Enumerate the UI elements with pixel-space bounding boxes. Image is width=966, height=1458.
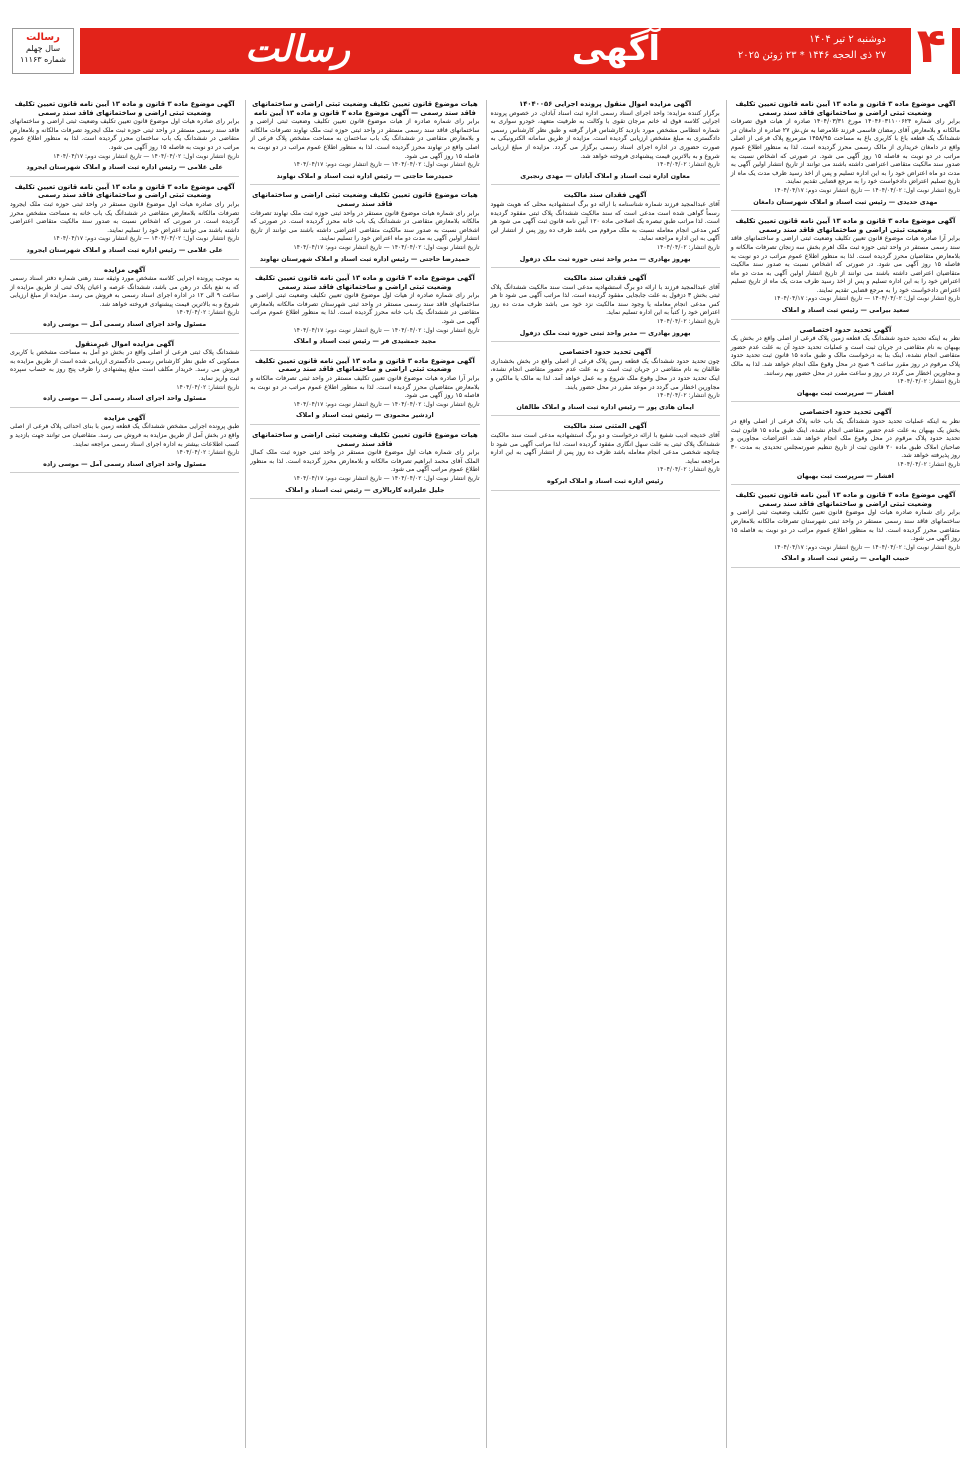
notice-title: آگهی موضوع ماده ۳ قانون و ماده ۱۳ آیین نامه قانون تعیین تکلیف وضعیت ثبتی اراضی و ساختمانهای فاقد سند رسمی xyxy=(735,100,956,117)
legal-notice xyxy=(250,274,479,351)
notice-body: چون تحدید حدود ششدانگ یک قطعه زمین پلاک فرعی از اصلی واقع در بخش بخشداری طالقان به نام متقاضی در جریان ثبت است و به علت عدم حضور متقاضی انجام نشده، اینک تحدید حدود در محل وقوع ملک شروع و به عمل خواهد آمد. لذا به مالک یا مالکین و مجاورین اخطار می گردد در موعد مقرر در محل حضور یابند. xyxy=(490,357,720,391)
mini-logo-line1: سال چهلم xyxy=(25,44,61,53)
date-line-1: دوشنبه ۲ تیر ۱۴۰۴ xyxy=(809,34,886,45)
notice-dates: تاریخ انتشار نوبت اول: ۱۴۰۴/۰۴/۰۲ — تاریخ انتشار نوبت دوم: ۱۴۰۴/۰۴/۱۷ xyxy=(53,235,240,243)
paper-logo: رسالت xyxy=(245,28,350,70)
notice-body: طبق پرونده اجرایی مشخص ششدانگ یک قطعه زمین با بنای احداثی پلاک فرعی از اصلی واقع در بخش آمل از طریق مزایده به فروش می رسد. متقاضیان می توانند جهت بازدید و کسب اطلاعات بیشتر به اداره اجرای اسناد رسمی مراجعه نمایند. xyxy=(10,423,240,448)
legal-notice xyxy=(250,431,479,499)
notice-signature: بهروز بهادری — مدیر واحد ثبتی حوزه ثبت ملک دزفول xyxy=(519,328,691,337)
notice-dates: تاریخ انتشار: ۱۴۰۴/۰۴/۰۲ xyxy=(656,318,720,326)
notice-dates: تاریخ انتشار: ۱۴۰۴/۰۴/۰۲ xyxy=(176,449,240,457)
notice-signature: ایمان هادی پور — رئیس اداره ثبت اسناد و املاک طالقان xyxy=(516,402,694,411)
legal-notice xyxy=(250,357,479,425)
notice-body: نظر به اینکه عملیات تحدید حدود ششدانگ یک باب خانه پلاک فرعی از اصلی واقع در بخش یک بهبهان به علت عدم حضور متقاضی انجام نشده، اینک طبق ماده ۱۵ قانون ثبت تحدید حدود پلاک مرقوم در محل وقوع ملک انجام خواهد شد. اعتراضات مجاورین و صاحبان املاک طبق ماده ۲۰ قانون ثبت از تاریخ تنظیم صورتمجلس تحدیدی به مدت ۳۰ روز پذیرفته خواهد شد. xyxy=(730,418,960,460)
notice-dates: تاریخ انتشار نوبت اول: ۱۴۰۴/۰۴/۰۲ — تاریخ انتشار نوبت دوم: ۱۴۰۴/۰۴/۱۷ xyxy=(293,243,480,251)
notice-signature: معاون اداره ثبت اسناد و املاک آبادان — مهدی رنجبری xyxy=(520,171,690,180)
notice-signature: رئیس اداره ثبت اسناد و املاک ابرکوه xyxy=(546,476,664,485)
legal-notice xyxy=(731,491,960,568)
notice-signature: علی غلامی — رئیس اداره ثبت اسناد و املاک شهرستان ایجرود xyxy=(26,245,223,254)
legal-notice xyxy=(10,340,239,408)
legal-notice xyxy=(731,217,960,320)
notice-signature: مسئول واحد اجرای اسناد رسمی آمل — موسی زاده xyxy=(43,459,207,468)
notice-dates: تاریخ انتشار: ۱۴۰۴/۰۴/۰۲ xyxy=(176,309,240,317)
notice-dates: تاریخ انتشار: ۱۴۰۴/۰۴/۰۲ xyxy=(176,383,240,391)
notice-signature: علی غلامی — رئیس اداره ثبت اسناد و املاک شهرستان ایجرود xyxy=(26,163,223,172)
notice-body: برابر رای شماره ۱۴۰۴۶۰۳۱۱۰۰۶۲۴ مورخ ۱۴۰۴/۰۳/۳۱ صادره از هیات فوق تصرفات مالکانه و بلامعارض آقای رمضان قاسمی فرزند غلامرضا به ش.ش ۲۷ صادره از دامغان در ششدانگ یک قطعه باغ با کاربری باغ به مساحت ۱۴۵۸/۹۵ مترمربع پلاک فرعی از اصلی واقع در دامغان خریداری از مالک رسمی محرز گردیده است. لذا به منظور اطلاع عموم مراتب در دو نوبت به فاصله ۱۵ روز آگهی می شود. در صورتی که اشخاص نسبت به صدور سند مالکیت متقاضی اعتراضی داشته باشند می توانند از تاریخ انتشار اولین آگهی به مدت دو ماه اعتراض خود را به این اداره تسلیم و پس از اخذ رسید ظرف مدت یک ماه از تاریخ تسلیم اعتراض دادخواست خود را به مرجع قضایی تقدیم نمایند. xyxy=(730,118,960,186)
notice-body: نظر به اینکه تحدید حدود ششدانگ یک قطعه زمین پلاک فرعی از اصلی واقع در بخش یک بهبهان به نام متقاضی در جریان ثبت است و عملیات تحدید حدود آن به علت عدم حضور متقاضی انجام نشده، اینک بنا به درخواست مالک و طبق ماده ۱۵ قانون ثبت تحدید حدود پلاک مرقوم در روز مقرر ساعت ۹ صبح در محل وقوع ملک انجام خواهد شد. لذا به مالک و مجاورین اخطار می گردد در روز و ساعت مقرر در محل حضور بهم رسانند. xyxy=(730,335,960,377)
notice-body: برابر رای شماره صادره هیات اول موضوع قانون تعیین تکلیف وضعیت ثبتی اراضی و ساختمانهای فاقد سند رسمی مستقر در واحد ثبتی شهرستان تصرفات مالکانه بلامعارض متقاضی محرز گردیده است. لذا به منظور اطلاع عموم مراتب در دو نوبت به فاصله ۱۵ روز آگهی می شود. xyxy=(730,509,960,543)
notice-dates: تاریخ انتشار: ۱۴۰۴/۰۴/۰۲ xyxy=(656,243,720,251)
notice-title: آگهی موضوع ماده ۳ قانون و ماده ۱۳ آیین نامه قانون تعیین تکلیف وضعیت ثبتی اراضی و ساختمانهای فاقد سند رسمی xyxy=(14,100,235,117)
notice-dates: تاریخ انتشار: ۱۴۰۴/۰۴/۰۲ xyxy=(656,392,720,400)
notice-title: هیات موضوع قانون تعیین تکلیف وضعیت ثبتی اراضی و ساختمانهای فاقد سند رسمی xyxy=(252,431,478,448)
notice-signature: مهدی حدیدی — رئیس ثبت اسناد و املاک شهرستان دامغان xyxy=(753,197,938,206)
date-line-2: ۲۷ ذی الحجه ۱۴۴۶ * ۲۳ ژوئن ۲۰۲۵ xyxy=(737,50,886,61)
notice-title: آگهی موضوع ماده ۳ قانون و ماده ۱۳ آیین نامه قانون تعیین تکلیف وضعیت ثبتی اراضی و ساختمانهای فاقد سند رسمی xyxy=(254,274,475,291)
notice-title: آگهی تحدید حدود اختصاصی xyxy=(799,325,892,334)
mini-logo-line2: شماره ۱۱۱۶۳ xyxy=(20,55,66,64)
notice-title: آگهی موضوع ماده ۳ قانون و ماده ۱۳ آیین نامه قانون تعیین تکلیف وضعیت ثبتی اراضی و ساختمانهای فاقد سند رسمی xyxy=(254,356,475,374)
ad-columns xyxy=(6,100,960,1448)
legal-notice xyxy=(491,422,720,490)
notice-body: ششدانگ پلاک ثبتی فرعی از اصلی واقع در بخش دو آمل به مساحت مشخص با کاربری مسکونی که طبق نظر کارشناس رسمی دادگستری ارزیابی شده است از طریق مزایده به فروش می رسد. خریدار مکلف است مبلغ پیشنهادی را ظرف پنج روز به حساب سپرده ثبت واریز نماید. xyxy=(10,349,240,383)
notice-signature: سعید بیرامی — رئیس ثبت اسناد و املاک xyxy=(781,306,910,315)
legal-notice xyxy=(491,274,720,342)
notice-title: هیات موضوع قانون تعیین تکلیف وضعیت ثبتی اراضی و ساختمانهای فاقد سند رسمی xyxy=(252,191,478,208)
notice-body: آقای عبدالمجید فرزند شماره شناسنامه با ارائه دو برگ استشهادیه محلی که هویت شهود رسماً گواهی شده است مدعی است که سند مالکیت ششدانگ پلاک ثبتی مفقود گردیده است. لذا مراتب طبق تبصره یک اصلاحی ماده ۱۲۰ آیین نامه قانون ثبت آگهی می شود هر کس مدعی انجام معامله نسبت به ملک مرقوم می باشد ظرف ده روز پس از انتشار این آگهی به این اداره مراجعه نماید. xyxy=(490,200,720,243)
notice-signature: بهروز بهادری — مدیر واحد ثبتی حوزه ثبت ملک دزفول xyxy=(519,254,691,263)
notice-title: آگهی المثنی سند مالکیت xyxy=(563,422,647,431)
notice-body: برابر آرا صادره هیات موضوع قانون تعیین تکلیف وضعیت ثبتی اراضی و ساختمانهای فاقد سند رسمی مستقر در واحد ثبتی حوزه ثبت ملک اهرم بخش سه زنجان تصرفات مالکانه و بلامعارض متقاضیان محرز گردیده است. لذا به منظور اطلاع عموم مراتب در دو نوبت به فاصله ۱۵ روز آگهی می شود. در صورتی که اشخاص نسبت به صدور سند مالکیت متقاضیان اعتراضی داشته باشند می توانند از تاریخ انتشار اولین آگهی به مدت دو ماه اعتراض خود را به این اداره تسلیم و پس از اخذ رسید ظرف مدت یک ماه از تاریخ تسلیم اعتراض دادخواست خود را به مرجع قضایی تقدیم نمایند. xyxy=(730,235,960,294)
notice-title: آگهی تحدید حدود اختصاصی xyxy=(559,348,652,357)
notice-dates: تاریخ انتشار: ۱۴۰۴/۰۴/۰۲ xyxy=(656,466,720,474)
legal-notice xyxy=(10,266,239,334)
notice-body: برابر رای شماره صادره از هیات اول موضوع قانون تعیین تکلیف وضعیت ثبتی اراضی و ساختمانهای فاقد سند رسمی مستقر در واحد ثبتی شهرستان تصرفات مالکانه بلامعارض متقاضی در ششدانگ یک باب خانه محرز گردیده است. لذا به منظور اطلاع عموم مراتب آگهی می شود. xyxy=(250,292,480,326)
legal-notice xyxy=(491,100,720,185)
notice-body: برابر رای شماره صادره از هیات موضوع قانون تعیین تکلیف وضعیت ثبتی اراضی و ساختمانهای فاقد سند رسمی مستقر در واحد ثبتی حوزه ثبت ملک نهاوند تصرفات مالکانه و بلامعارض متقاضی در ششدانگ یک باب ساختمان به مساحت مشخص پلاک فرعی از اصلی واقع در نهاوند محرز گردیده است. لذا به منظور اطلاع عموم مراتب در دو نوبت به فاصله ۱۵ روز آگهی می شود. xyxy=(250,118,480,160)
notice-title: هیات موضوع قانون تعیین تکلیف وضعیت ثبتی اراضی و ساختمانهای فاقد سند رسمی — آگهی موضوع ماده ۳ قانون و ماده ۱۳ آیین نامه xyxy=(252,100,478,117)
notice-dates: تاریخ انتشار نوبت اول: ۱۴۰۴/۰۴/۰۲ — تاریخ انتشار نوبت دوم: ۱۴۰۴/۰۴/۱۷ xyxy=(53,152,240,160)
notice-signature: اردشیر محمودی — رئیس ثبت اسناد و املاک xyxy=(296,411,434,420)
notice-dates: تاریخ انتشار نوبت اول: ۱۴۰۴/۰۴/۰۲ — تاریخ انتشار نوبت دوم: ۱۴۰۴/۰۴/۱۷ xyxy=(293,474,480,482)
legal-notice xyxy=(10,100,239,177)
notice-signature: مجید جمشیدی فر — رئیس ثبت اسناد و املاک xyxy=(293,337,437,346)
notice-title: آگهی موضوع ماده ۳ قانون و ماده ۱۳ آیین نامه قانون تعیین تکلیف وضعیت ثبتی اراضی و ساختمانهای فاقد سند رسمی xyxy=(14,182,235,200)
masthead xyxy=(6,18,960,80)
date-block xyxy=(738,32,886,64)
notice-body: برابر آرا صادره هیات موضوع قانون تعیین تکلیف مستقر در واحد ثبتی تصرفات مالکانه و بلامعارض متقاضیان محرز گردیده است. لذا به منظور اطلاع عموم مراتب در دو نوبت به فاصله ۱۵ روز آگهی می شود. xyxy=(250,375,480,400)
notice-title: آگهی موضوع ماده ۳ قانون و ماده ۱۳ آیین نامه قانون تعیین تکلیف وضعیت ثبتی اراضی و ساختمانهای فاقد سند رسمی xyxy=(735,217,956,234)
legal-notice xyxy=(250,100,479,185)
notice-title: آگهی مزایده xyxy=(103,265,146,274)
ad-column xyxy=(726,100,960,1448)
notice-signature: افشار — سرپرست ثبت بهبهان xyxy=(796,471,894,480)
ad-column xyxy=(245,100,479,1448)
notice-signature: مسئول واحد اجرای اسناد رسمی آمل — موسی زاده xyxy=(43,394,207,403)
notice-dates: تاریخ انتشار نوبت اول: ۱۴۰۴/۰۴/۰۲ — تاریخ انتشار نوبت دوم: ۱۴۰۴/۰۴/۱۷ xyxy=(774,186,960,194)
notice-signature: مسئول واحد اجرای اسناد رسمی آمل — موسی زاده xyxy=(43,320,207,329)
legal-notice xyxy=(731,326,960,403)
notice-body: برابر رای شماره هیات موضوع قانون مستقر در واحد ثبتی حوزه ثبت ملک نهاوند تصرفات مالکانه بلامعارض متقاضی در ششدانگ یک باب خانه محرز گردیده است. در صورتی که اشخاص نسبت به صدور سند مالکیت متقاضی اعتراضی داشته باشند می توانند از تاریخ انتشار اولین آگهی به مدت دو ماه اعتراض خود را تسلیم نمایند. xyxy=(250,209,480,243)
notice-signature: حبیب الهامی — رئیس ثبت اسناد و املاک xyxy=(781,554,910,563)
legal-notice xyxy=(491,191,720,268)
notice-signature: جلیل علیزاده کاربالاری — رئیس ثبت اسناد و املاک xyxy=(285,485,445,494)
section-title: آگهی xyxy=(571,29,660,69)
notice-title: آگهی مزایده اموال غیرمنقول xyxy=(75,339,174,348)
notice-dates: تاریخ انتشار: ۱۴۰۴/۰۴/۰۲ xyxy=(897,378,960,386)
notice-body: برگزار کننده مزایده: واحد اجرای اسناد رسمی اداره ثبت اسناد آبادان. در خصوص پرونده اجرایی کلاسه فوق له خانم مرجان تقوی با وکالت به طرفیت متعهد، خودرو سواری به شماره انتظامی مشخص مورد بازدید کارشناس قرار گرفته و طبق نظر کارشناس رسمی دادگستری به مبلغ مشخص ارزیابی گردیده است. مزایده از طریق سامانه الکترونیکی به صورت حضوری در اداره اجرای اسناد رسمی برگزار می گردد. مزایده از مبلغ ارزیابی شروع و به بالاترین قیمت پیشنهادی فروخته خواهد شد. xyxy=(490,109,720,160)
notice-body: برابر رای شماره هیات اول موضوع قانون مستقر در واحد ثبتی حوزه ثبت ملک کمال الملک آقای محمد ابراهیم تصرفات مالکانه و بلامعارض محرز گردیده است. لذا به منظور اطلاع عموم مراتب آگهی می شود. xyxy=(250,449,480,474)
mini-logo-box xyxy=(12,28,74,74)
notice-title: آگهی موضوع ماده ۳ قانون و ماده ۱۳ آیین نامه قانون تعیین تکلیف وضعیت ثبتی اراضی و ساختمانهای فاقد سند رسمی xyxy=(735,491,956,508)
notice-body: به موجب پرونده اجرایی کلاسه مشخص مورد وثیقه سند رهنی شماره دفتر اسناد رسمی که به نفع بانک در رهن می باشد، ششدانگ عرصه و اعیان پلاک ثبتی از طریق مزایده از ساعت ۹ الی ۱۲ در اداره اجرای اسناد رسمی به فروش می رسد. مزایده از مبلغ ارزیابی شروع و به بالاترین قیمت پیشنهادی فروخته خواهد شد. xyxy=(10,275,240,308)
notice-dates: تاریخ انتشار نوبت اول: ۱۴۰۴/۰۴/۰۲ — تاریخ انتشار نوبت دوم: ۱۴۰۴/۰۴/۱۷ xyxy=(774,543,960,551)
legal-notice xyxy=(10,183,239,260)
notice-dates: تاریخ انتشار: ۱۴۰۴/۰۴/۰۲ xyxy=(897,460,960,468)
notice-title: آگهی فقدان سند مالکیت xyxy=(563,191,647,200)
ad-column xyxy=(6,100,239,1448)
notice-title: آگهی فقدان سند مالکیت xyxy=(563,274,647,283)
legal-notice xyxy=(731,100,960,211)
notice-title: آگهی مزایده xyxy=(103,413,146,422)
notice-dates: تاریخ انتشار نوبت اول: ۱۴۰۴/۰۴/۰۲ — تاریخ انتشار نوبت دوم: ۱۴۰۴/۰۴/۱۷ xyxy=(293,400,480,408)
legal-notice xyxy=(10,414,239,474)
notice-body: برابر رای صادره هیات اول موضوع قانون مستقر در واحد ثبتی حوزه ثبت ملک ایجرود تصرفات مالکانه بلامعارض متقاضی در ششدانگ یک باب خانه به مساحت مشخص محرز گردیده است. در صورتی که اشخاص نسبت به صدور سند مالکیت متقاضی اعتراضی داشته باشند می توانند اعتراض خود را تسلیم نمایند. xyxy=(10,200,240,234)
notice-title: آگهی تحدید حدود اختصاصی xyxy=(799,408,892,417)
newspaper-page xyxy=(0,18,966,1458)
notice-title: آگهی مزایده اموال منقول پرونده اجرایی ۱۴۰۴۰۰۵۶ xyxy=(519,100,692,108)
notice-dates: تاریخ انتشار نوبت اول: ۱۴۰۴/۰۴/۰۲ — تاریخ انتشار نوبت دوم: ۱۴۰۴/۰۴/۱۷ xyxy=(293,326,480,334)
legal-notice xyxy=(731,408,960,485)
notice-body: برابر رای صادره هیات اول موضوع قانون تعیین تکلیف وضعیت ثبتی اراضی و ساختمانهای فاقد سند رسمی مستقر در واحد ثبتی حوزه ثبت ملک ایجرود تصرفات مالکانه و بلامعارض متقاضی در ششدانگ یک باب ساختمان محرز گردیده است. لذا به منظور اطلاع عموم مراتب در دو نوبت به فاصله ۱۵ روز آگهی می شود. xyxy=(10,118,240,151)
notice-dates: تاریخ انتشار: ۱۴۰۴/۰۴/۰۲ xyxy=(656,161,720,169)
notice-dates: تاریخ انتشار نوبت اول: ۱۴۰۴/۰۴/۰۲ — تاریخ انتشار نوبت دوم: ۱۴۰۴/۰۴/۱۷ xyxy=(293,161,480,169)
legal-notice xyxy=(491,348,720,416)
notice-signature: حمیدرضا حاجتی — رئیس اداره ثبت اسناد و املاک نهاوند xyxy=(276,171,454,180)
mini-logo-brand: رسالت xyxy=(26,32,60,43)
notice-dates: تاریخ انتشار نوبت اول: ۱۴۰۴/۰۴/۰۲ — تاریخ انتشار نوبت دوم: ۱۴۰۴/۰۴/۱۷ xyxy=(774,295,960,303)
page-number: ۴ xyxy=(911,18,952,74)
notice-body: آقای عبدالمجید فرزند با ارائه دو برگ استشهادیه مدعی است سند مالکیت ششدانگ پلاک ثبتی بخش ۳ دزفول به علت جابجایی مفقود گردیده است. لذا مراتب آگهی می شود تا هر کس مدعی انجام معامله یا وجود سند مالکیت نزد خود می باشد ظرف مدت ده روز اعتراض خود را کتباً به این اداره تسلیم نماید. xyxy=(490,283,720,317)
notice-body: آقای خدیجه ادیب شفیع با ارائه درخواست و دو برگ استشهادیه مدعی است سند مالکیت ششدانگ پلاک ثبتی به علت سهل انگاری مفقود گردیده است. لذا مراتب آگهی می شود تا چنانچه شخصی مدعی انجام معامله باشد ظرف ده روز پس از انتشار آگهی به این اداره مراجعه نماید. xyxy=(490,432,720,465)
legal-notice xyxy=(250,191,479,268)
notice-signature: حمیدرضا حاجتی — رئیس اداره ثبت اسناد و املاک شهرستان نهاوند xyxy=(259,254,470,263)
notice-signature: افشار — سرپرست ثبت بهبهان xyxy=(796,388,894,397)
ad-column xyxy=(486,100,720,1448)
